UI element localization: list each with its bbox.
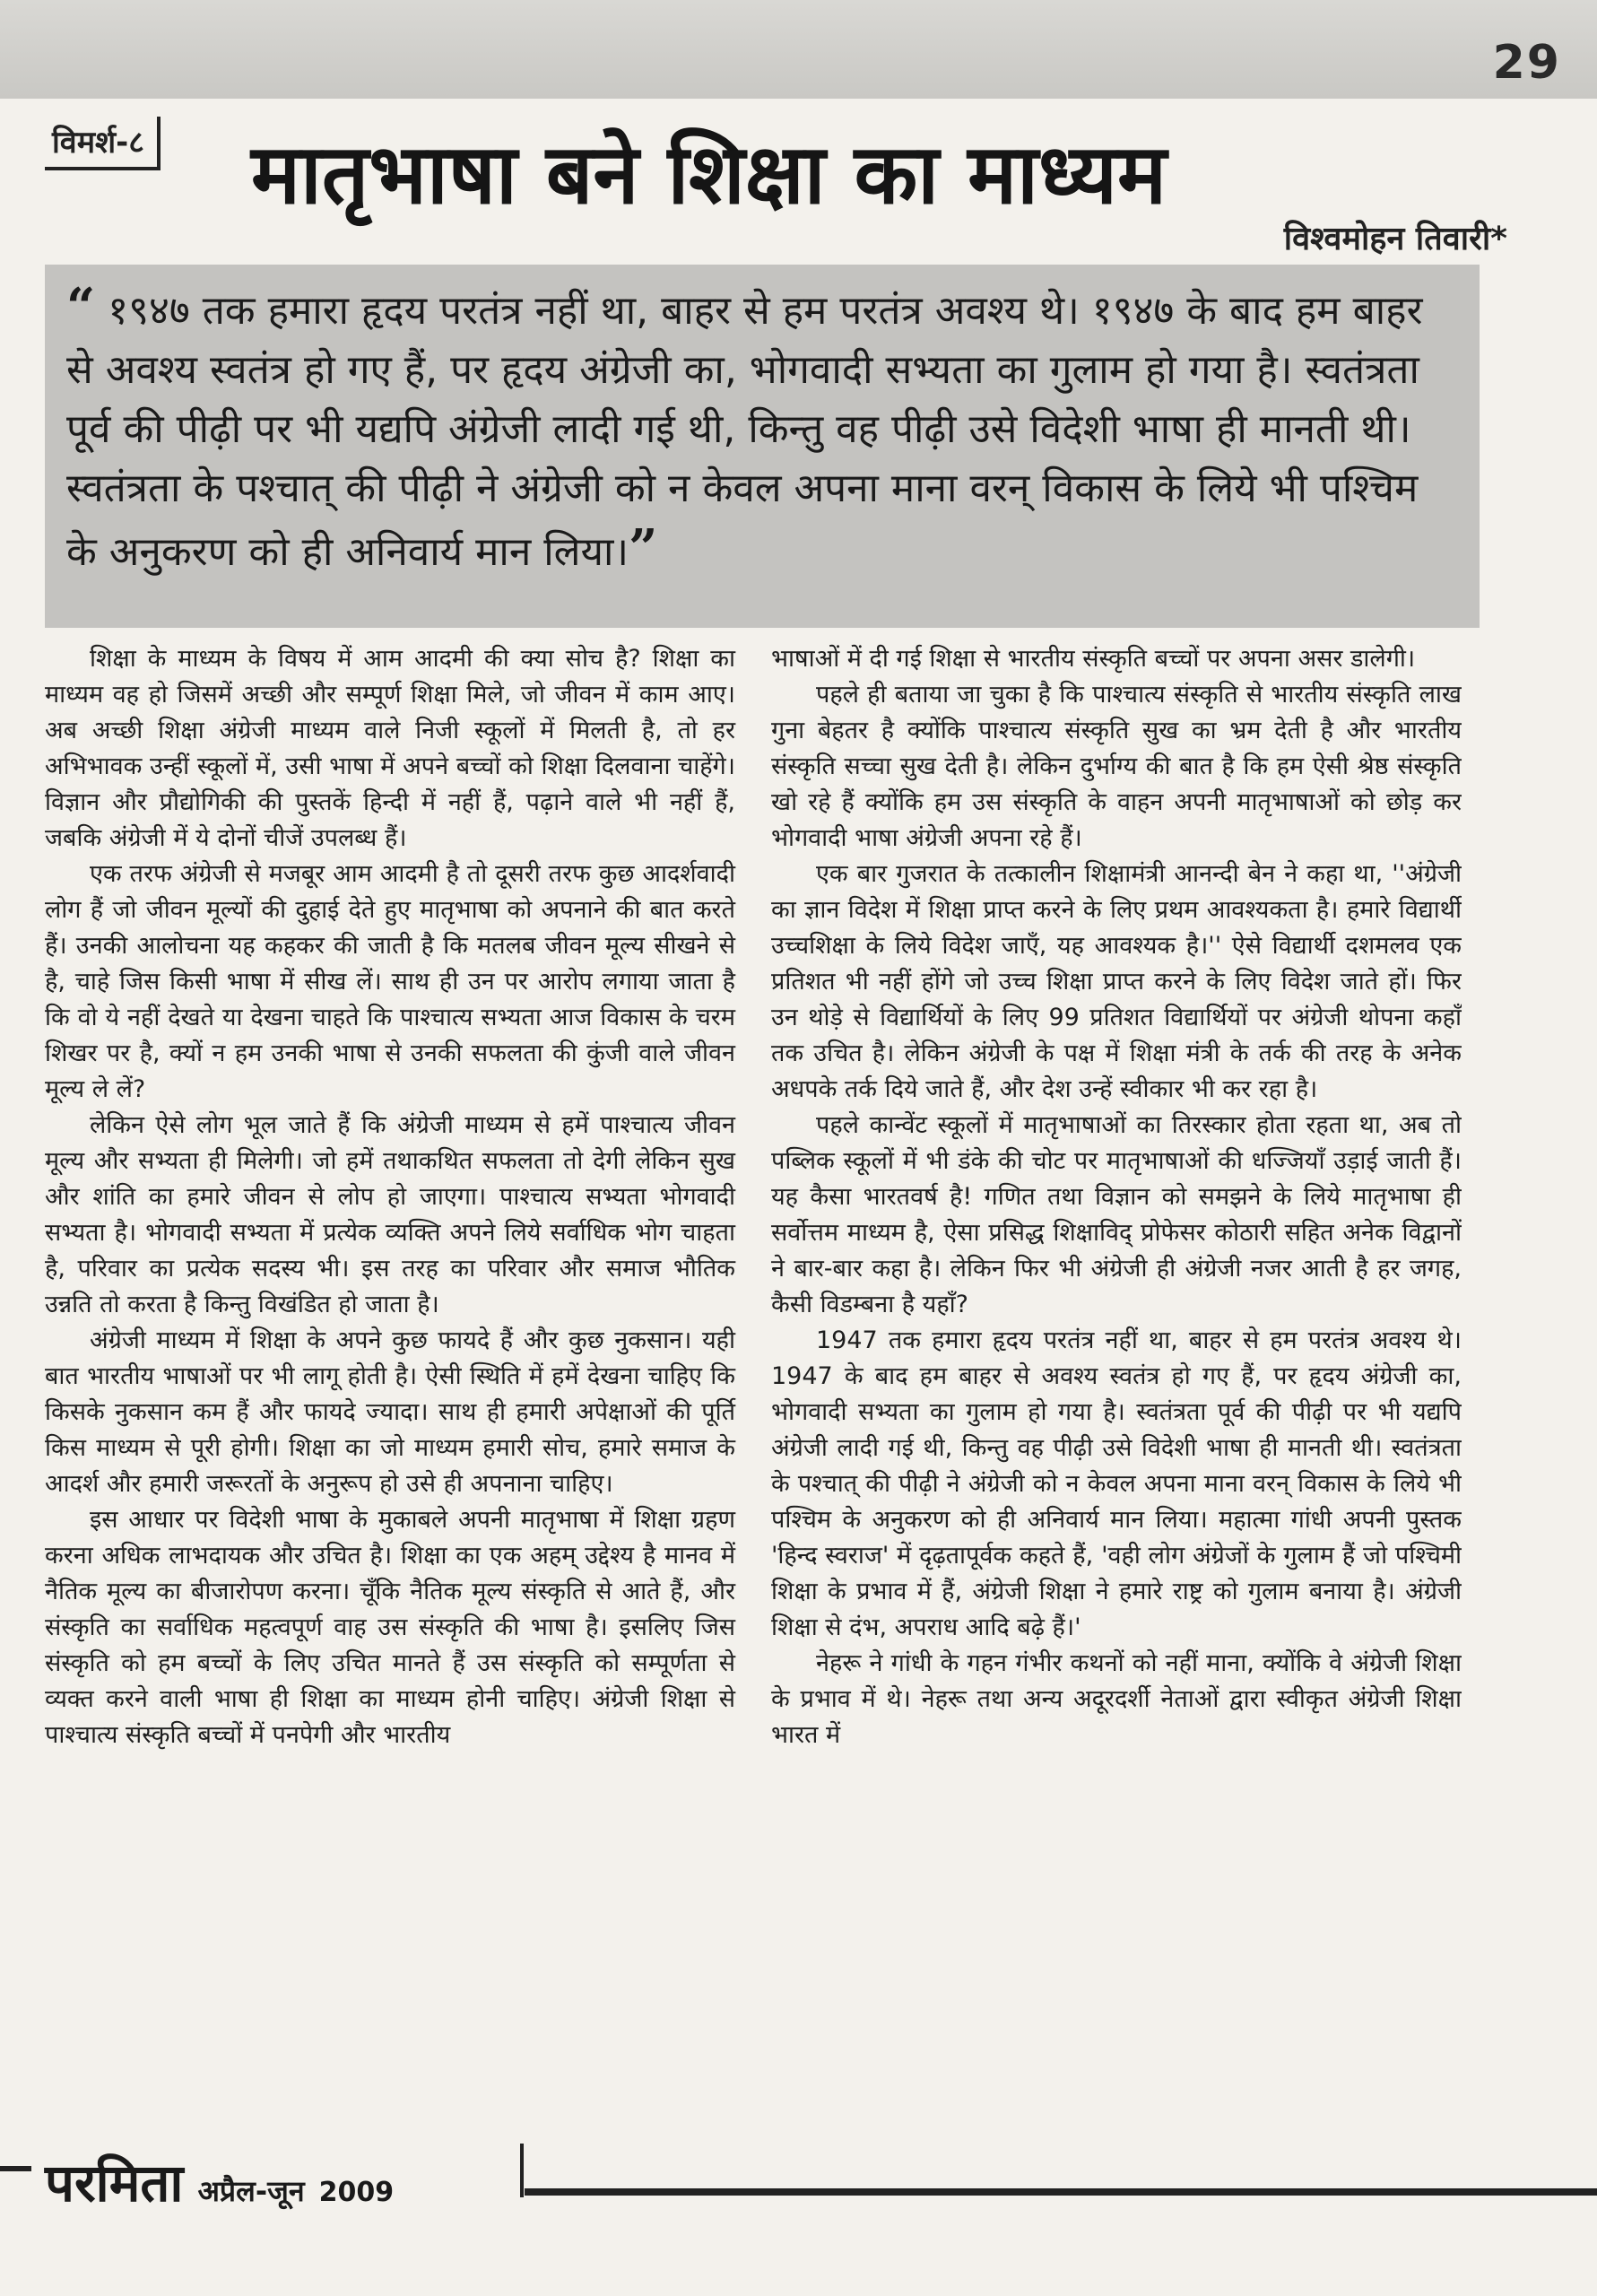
- footer-rule: [525, 2188, 1597, 2196]
- issue-months: अप्रैल-जून: [197, 2174, 305, 2208]
- paragraph: भाषाओं में दी गई शिक्षा से भारतीय संस्कृति बच्चों पर अपना असर डालेगी।: [771, 645, 1416, 673]
- paragraph: शिक्षा के माध्यम के विषय में आम आदमी की क्या सोच है? शिक्षा का माध्यम वह हो जिसमें अच्छी और सम्पूर्ण शिक्षा मिले, जो जीवन में काम आए। अब अच्छी शिक्षा अंग्रेजी माध्यम वाले निजी स्कूलों में मिलती है, तो हर अभिभावक उन्हीं स्कूलों में, उसी भाषा में अपने बच्चों को शिक्षा दिलवाना चाहेंगे। विज्ञान और प्रौद्योगिकी की पुस्तकें हिन्दी में नहीं हैं, पढ़ाने वाले भी नहीं हैं, जबकि अंग्रेजी में ये दोनों चीजें उपलब्ध हैं।: [45, 645, 735, 852]
- paragraph: लेकिन ऐसे लोग भूल जाते हैं कि अंग्रेजी माध्यम से हमें पाश्चात्य जीवन मूल्य और सभ्यता ही मिलेगी। जो हमें तथाकथित सफलता तो देगी लेकिन सुख और शांति का हमारे जीवन से लोप हो जाएगा। पाश्चात्य सभ्यता भोगवादी सभ्यता है। भोगवादी सभ्यता में प्रत्येक व्यक्ति अपने लिये सर्वाधिक भोग चाहता है, परिवार का प्रत्येक सदस्य भी। इस तरह का परिवार और समाज भौतिक उन्नति तो करता है किन्तु विखंडित हो जाता है।: [45, 1111, 735, 1318]
- footer-rule-left: [0, 2166, 31, 2171]
- article-title: मातृभाषा बने शिक्षा का माध्यम: [251, 126, 1167, 222]
- paragraph: एक बार गुजरात के तत्कालीन शिक्षामंत्री आनन्दी बेन ने कहा था, ''अंग्रेजी का ज्ञान विदेश में शिक्षा प्राप्त करने के लिए प्रथम आवश्यकता है। हमारे विद्यार्थी उच्चशिक्षा के लिये विदेश जाएँ, यह आवश्यक है।'' ऐसे विद्यार्थी दशमलव एक प्रतिशत भी नहीं होंगे जो उच्च शिक्षा प्राप्त करने के लिए विदेश जाते हों। फिर उन थोड़े से विद्यार्थियों के लिए 99 प्रतिशत विद्यार्थियों पर अंग्रेजी थोपना कहाँ तक उचित है। लेकिन अंग्रेजी के पक्ष में शिक्षा मंत्री के तर्क की तरह के अनेक अधपके तर्क दिये जाते हैं, और देश उन्हें स्वीकार भी कर रहा है।: [771, 860, 1462, 1103]
- pull-quote-text: १९४७ तक हमारा हृदय परतंत्र नहीं था, बाहर से हम परतंत्र अवश्य थे। १९४७ के बाद हम बाहर से अवश्य स्वतंत्र हो गए हैं, पर हृदय अंग्रेजी का, भोगवादी सभ्यता का गुलाम हो गया है। स्वतंत्रता पूर्व की पीढ़ी पर भी यद्यपि अंग्रेजी लादी गई थी, किन्तु वह पीढ़ी उसे विदेशी भाषा ही मानती थी। स्वतंत्रता के पश्चात् की पीढ़ी ने अंग्रेजी को न केवल अपना माना वरन् विकास के लिये भी पश्चिम के अनुकरण को ही अनिवार्य मान लिया।: [66, 288, 1423, 575]
- column-right: [771, 641, 1462, 2148]
- column-left: [45, 641, 735, 2148]
- paragraph: पहले कान्वेंट स्कूलों में मातृभाषाओं का तिरस्कार होता रहता था, अब तो पब्लिक स्कूलों में भी डंके की चोट पर मातृभाषाओं की धज्जियाँ उड़ाई जाती हैं। यह कैसा भारतवर्ष है! गणित तथा विज्ञान को समझने के लिये मातृभाषा ही सर्वोत्तम माध्यम है, ऐसा प्रसिद्ध शिक्षाविद् प्रोफेसर कोठारी सहित अनेक विद्वानों ने बार-बार कहा है। लेकिन फिर भी अंग्रेजी ही अंग्रेजी नजर आती है हर जगह, कैसी विडम्बना है यहाँ?: [771, 1111, 1462, 1318]
- footer: [45, 2145, 394, 2216]
- magazine-name: परमिता: [45, 2152, 184, 2213]
- section-label: विमर्श-८: [45, 117, 161, 170]
- pull-quote: [45, 265, 1480, 628]
- paragraph: पहले ही बताया जा चुका है कि पाश्चात्य संस्कृति से भारतीय संस्कृति लाख गुना बेहतर है क्योंकि पाश्चात्य संस्कृति सुख का भ्रम देती है और भारतीय संस्कृति सच्चा सुख देती है। लेकिन दुर्भाग्य की बात है कि हम ऐसी श्रेष्ठ संस्कृति खो रहे हैं क्योंकि हम उस संस्कृति के वाहन अपनी मातृभाषाओं को छोड़ कर भोगवादी भाषा अंग्रेजी अपना रहे हैं।: [771, 681, 1462, 852]
- paragraph: एक तरफ अंग्रेजी से मजबूर आम आदमी है तो दूसरी तरफ कुछ आदर्शवादी लोग हैं जो जीवन मूल्यों की दुहाई देते हुए मातृभाषा को अपनाने की बात करते हैं। उनकी आलोचना यह कहकर की जाती है कि मतलब जीवन मूल्य सीखने से है, चाहे जिस किसी भाषा में सीख लें। साथ ही उन पर आरोप लगाया जाता है कि वो ये नहीं देखते या देखना चाहते कि पाश्चात्य सभ्यता आज विकास के चरम शिखर पर है, क्यों न हम उनकी भाषा से उनकी सफलता की कुंजी वाले जीवन मूल्य ले लें?: [45, 860, 735, 1103]
- article-body: [45, 641, 1462, 2148]
- close-quote-mark: ”: [629, 518, 658, 578]
- paragraph: अंग्रेजी माध्यम में शिक्षा के अपने कुछ फायदे हैं और कुछ नुकसान। यही बात भारतीय भाषाओं पर भी लागू होती है। ऐसी स्थिति में हमें देखना चाहिए कि किसके नुकसान कम हैं और फायदे ज्यादा। साथ ही हमारी अपेक्षाओं की पूर्ति किस माध्यम से पूरी होगी। शिक्षा का जो माध्यम हमारी सोच, हमारे समाज के आदर्श और हमारी जरूरतों के अनुरूप हो उसे ही अपनाना चाहिए।: [45, 1326, 735, 1498]
- footer-separator: [520, 2144, 524, 2197]
- open-quote-mark: “: [66, 277, 96, 336]
- issue-year: 2009: [318, 2177, 395, 2208]
- paragraph: इस आधार पर विदेशी भाषा के मुकाबले अपनी मातृभाषा में शिक्षा ग्रहण करना अधिक लाभदायक और उचित है। शिक्षा का एक अहम् उद्देश्य है मानव में नैतिक मूल्य का बीजारोपण करना। चूँकि नैतिक मूल्य संस्कृति से आते हैं, और संस्कृति का सर्वाधिक महत्वपूर्ण वाह उस संस्कृति की भाषा है। इसलिए जिस संस्कृति को हम बच्चों के लिए उचित मानते हैं उस संस्कृति को सम्पूर्णता से व्यक्त करने वाली भाषा ही शिक्षा का माध्यम होनी चाहिए। अंग्रेजी शिक्षा से पाश्चात्य संस्कृति बच्चों में पनपेगी और भारतीय: [45, 1506, 735, 1749]
- paragraph: नेहरू ने गांधी के गहन गंभीर कथनों को नहीं माना, क्योंकि वे अंग्रेजी शिक्षा के प्रभाव में थे। नेहरू तथा अन्य अदूरदर्शी नेताओं द्वारा स्वीकृत अंग्रेजी शिक्षा भारत में: [771, 1649, 1462, 1749]
- author-name: विश्वमोहन तिवारी*: [1283, 221, 1507, 257]
- paragraph: 1947 तक हमारा हृदय परतंत्र नहीं था, बाहर से हम परतंत्र अवश्य थे। 1947 के बाद हम बाहर से अवश्य स्वतंत्र हो गए हैं, पर हृदय अंग्रेजी का, भोगवादी सभ्यता का गुलाम हो गया है। स्वतंत्रता पूर्व की पीढ़ी पर भी यद्यपि अंग्रेजी लादी गई थी, किन्तु वह पीढ़ी उसे विदेशी भाषा ही मानती थी। स्वतंत्रता के पश्चात् की पीढ़ी ने अंग्रेजी को न केवल अपना माना वरन् विकास के लिये भी पश्चिम के अनुकरण को ही अनिवार्य मान लिया। महात्मा गांधी अपनी पुस्तक 'हिन्द स्वराज' में दृढ़तापूर्वक कहते हैं, 'वही लोग अंग्रेजों के गुलाम हैं जो पश्चिमी शिक्षा के प्रभाव में हैं, अंग्रेजी शिक्षा ने हमारे राष्ट्र को गुलाम बनाया है। अंग्रेजी शिक्षा से दंभ, अपराध आदि बढ़े हैं।': [771, 1326, 1462, 1641]
- page-number: 29: [1492, 36, 1561, 90]
- top-band: [0, 0, 1597, 99]
